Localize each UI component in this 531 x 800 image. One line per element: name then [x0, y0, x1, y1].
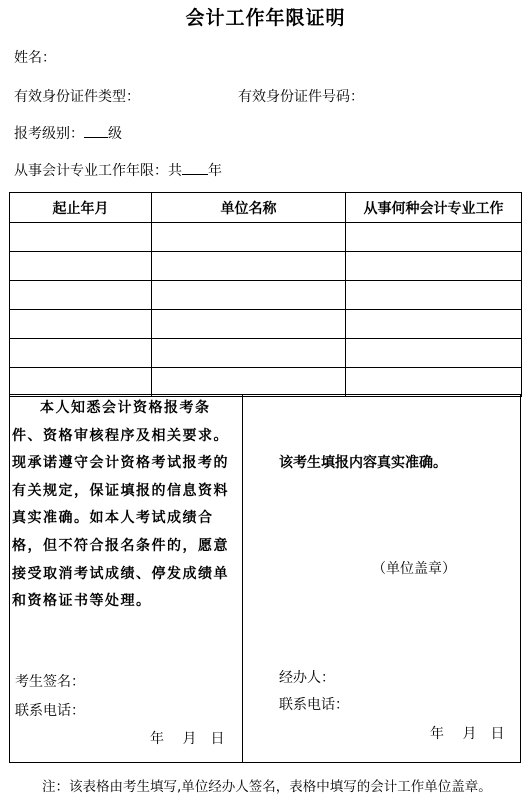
cell-work-type[interactable] — [346, 252, 522, 281]
exam-level-suffix: 级 — [108, 126, 122, 142]
unit-confirmation-box — [242, 394, 521, 763]
candidate-signature-label: 考生签名： — [15, 674, 85, 690]
candidate-pledge-box — [9, 394, 243, 763]
cell-period[interactable] — [10, 223, 152, 252]
pledge-line: 真实准确。如本人考试成绩合 — [12, 510, 214, 527]
pledge-line: 和资格证书等处理。 — [12, 593, 152, 610]
exam-level-label: 报考级别： — [14, 126, 84, 142]
exam-level-blank[interactable] — [84, 125, 108, 138]
candidate-pledge-text — [12, 395, 240, 616]
id-number-field — [238, 86, 364, 106]
cell-work-type[interactable] — [346, 339, 522, 368]
cell-work-type[interactable] — [346, 368, 522, 397]
table-row — [10, 339, 522, 368]
unit-handler-label: 经办人： — [279, 670, 335, 686]
work-years-field — [14, 160, 222, 180]
cell-unit-name[interactable] — [152, 223, 346, 252]
header-work-type: 从事何种会计专业工作 — [346, 193, 522, 223]
cell-unit-name[interactable] — [152, 368, 346, 397]
cell-unit-name[interactable] — [152, 252, 346, 281]
cell-work-type[interactable] — [346, 310, 522, 339]
footer-note: 注：该表格由考生填写,单位经办人签名，表格中填写的会计工作单位盖章。 — [42, 779, 492, 795]
header-unit-name: 单位名称 — [152, 193, 346, 223]
cell-work-type[interactable] — [346, 223, 522, 252]
pledge-line: 本人知悉会计资格报考条 — [40, 400, 211, 416]
unit-date-label: 年 月 日 — [430, 726, 505, 742]
table-row — [10, 252, 522, 281]
work-years-label: 从事会计专业工作年限：共 — [14, 163, 182, 179]
cell-period[interactable] — [10, 368, 152, 397]
exam-level-field — [14, 123, 122, 143]
work-years-blank[interactable] — [182, 162, 208, 175]
id-type-field — [14, 86, 140, 106]
pledge-line: 件、资格审核程序及相关要求。 — [12, 427, 229, 444]
name-field — [14, 47, 56, 67]
cell-period[interactable] — [10, 310, 152, 339]
pledge-line: 格，但不符合报名条件的，愿意 — [12, 537, 229, 554]
cell-unit-name[interactable] — [152, 281, 346, 310]
cell-work-type[interactable] — [346, 281, 522, 310]
pledge-line: 接受取消考试成绩、停发成绩单 — [12, 565, 229, 582]
cell-unit-name[interactable] — [152, 339, 346, 368]
table-row — [10, 223, 522, 252]
work-years-suffix: 年 — [208, 163, 222, 179]
unit-seal-label: （单位盖章） — [372, 561, 456, 577]
header-period: 起止年月 — [10, 193, 152, 223]
id-type-label: 有效身份证件类型： — [14, 89, 140, 105]
cell-period[interactable] — [10, 252, 152, 281]
unit-confirm-text: 该考生填报内容真实准确。 — [279, 455, 447, 471]
table-row — [10, 281, 522, 310]
cell-period[interactable] — [10, 339, 152, 368]
table-header-row — [10, 193, 522, 223]
work-history-table — [9, 192, 522, 397]
table-row — [10, 310, 522, 339]
unit-phone-label: 联系电话： — [279, 697, 349, 713]
cell-period[interactable] — [10, 281, 152, 310]
page-title: 会计工作年限证明 — [185, 7, 346, 29]
table-row — [10, 368, 522, 397]
cell-unit-name[interactable] — [152, 310, 346, 339]
pledge-line: 现承诺遵守会计资格考试报考的 — [12, 455, 229, 472]
candidate-date-label: 年 月 日 — [150, 731, 225, 747]
name-label: 姓名： — [14, 50, 56, 66]
candidate-phone-label: 联系电话： — [15, 703, 85, 719]
id-number-label: 有效身份证件号码： — [238, 89, 364, 105]
pledge-line: 有关规定，保证填报的信息资料 — [12, 482, 229, 499]
